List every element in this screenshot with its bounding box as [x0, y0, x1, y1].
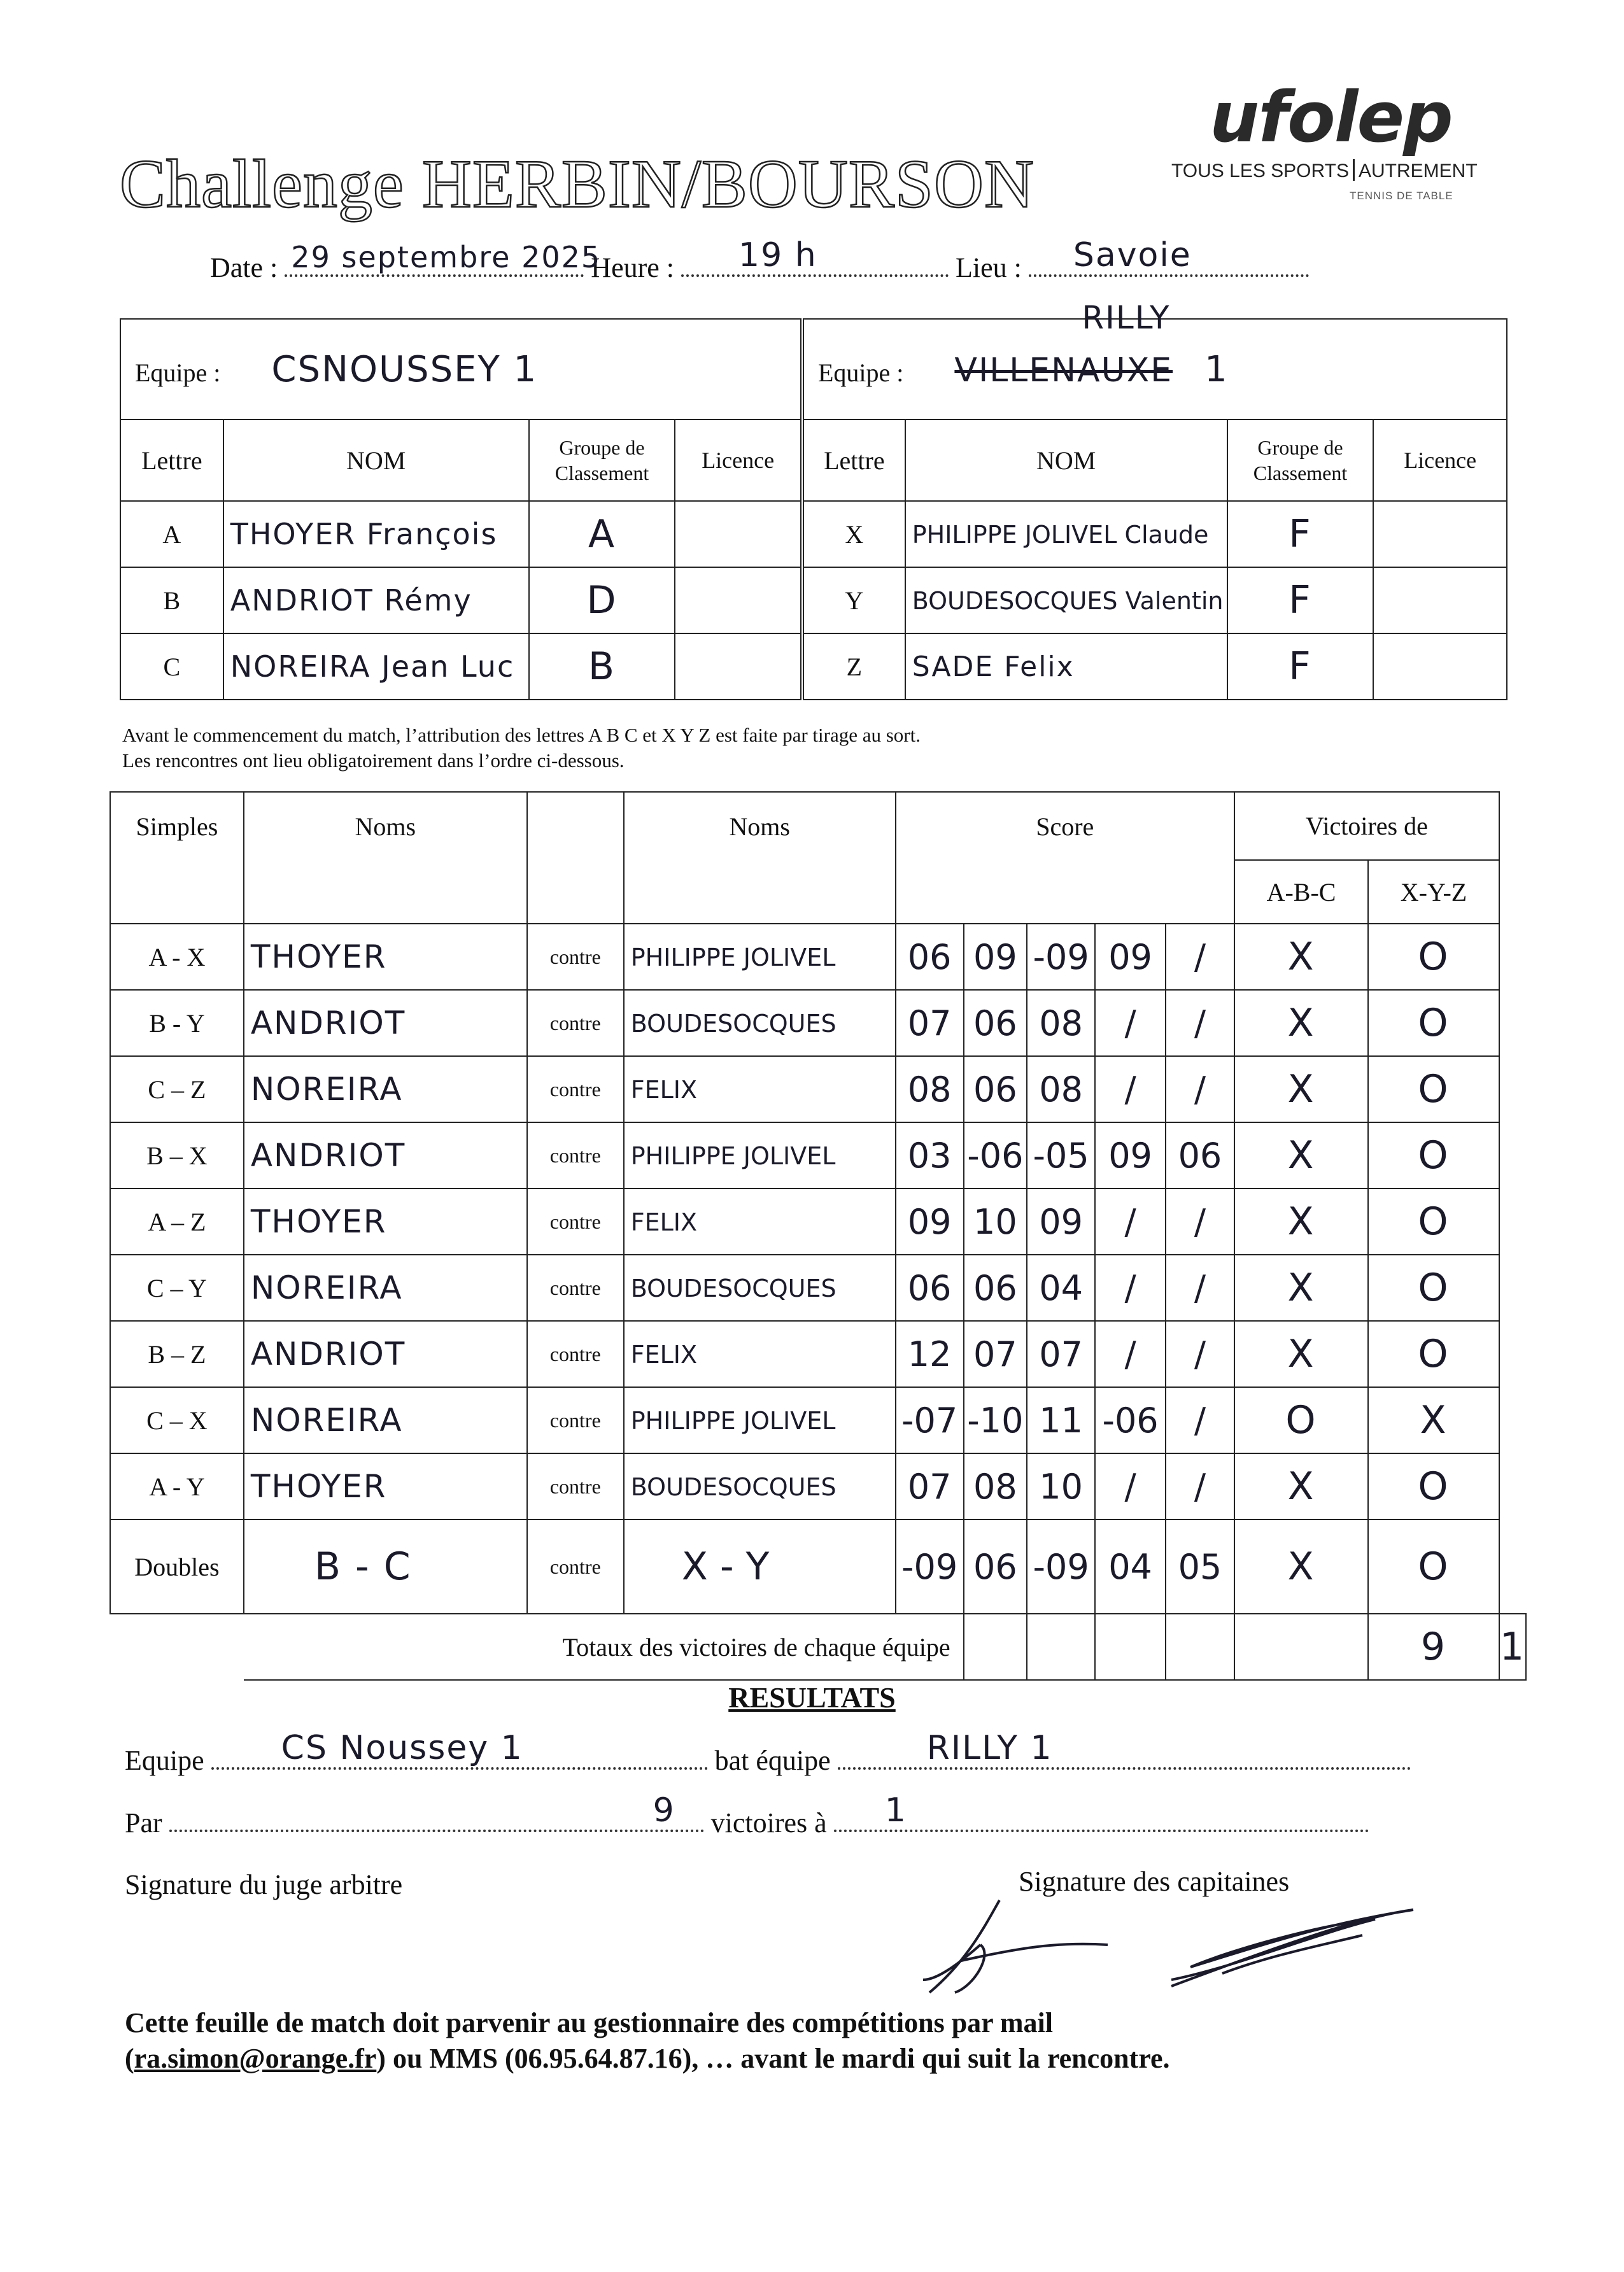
contre-label: contre	[527, 924, 624, 990]
away-player-letter: X	[802, 501, 905, 567]
set-score[interactable]: 08	[964, 1453, 1027, 1520]
totals-row	[110, 1614, 1526, 1680]
victory-abc[interactable]: X	[1234, 1255, 1368, 1321]
away-player-letter: Y	[802, 567, 905, 633]
set-score[interactable]: -05	[1027, 1122, 1095, 1189]
date-field[interactable]	[285, 240, 602, 277]
col-simples: Simples	[110, 792, 244, 924]
match-code: B - Y	[110, 990, 244, 1056]
victory-abc[interactable]: X	[1234, 1453, 1368, 1520]
totals-empty	[1234, 1614, 1368, 1680]
away-team-name[interactable]	[954, 299, 1229, 390]
loser-value: RILLY 1	[926, 1729, 1053, 1767]
par-label: Par	[125, 1807, 162, 1838]
contre-label: contre	[527, 1453, 624, 1520]
note-line-2: Les rencontres ont lieu obligatoirement dans l’ordre ci-dessous.	[122, 749, 625, 772]
total-abc[interactable]: 9	[1368, 1614, 1499, 1680]
home-player-group[interactable]: A	[529, 501, 675, 567]
match-row	[110, 1255, 1526, 1321]
away-col-licence: Licence	[1373, 420, 1507, 501]
losses-field[interactable]	[834, 1791, 1369, 1832]
victory-xyz[interactable]: X	[1368, 1387, 1499, 1453]
away-team-name-new: RILLY	[1082, 299, 1171, 336]
home-col-lettre: Lettre	[120, 420, 223, 501]
resultats-title: RESULTATS	[728, 1681, 896, 1714]
home-col-nom: NOM	[223, 420, 529, 501]
set-score[interactable]: 09	[1095, 1122, 1166, 1189]
match-row	[110, 990, 1526, 1056]
away-player-licence[interactable]	[1373, 633, 1507, 700]
bat-label: bat équipe	[714, 1745, 831, 1776]
contre-label: contre	[527, 1189, 624, 1255]
matches-table	[109, 791, 1527, 1681]
match-home-player[interactable]: THOYER	[244, 1189, 527, 1255]
set-score[interactable]: 08	[896, 1056, 964, 1122]
col-noms-away: Noms	[624, 792, 896, 924]
match-home-player[interactable]: ANDRIOT	[244, 1321, 527, 1387]
totals-empty	[1095, 1614, 1166, 1680]
col-xyz: X-Y-Z	[1368, 860, 1499, 924]
victory-abc[interactable]: X	[1234, 1189, 1368, 1255]
footer-instructions: Cette feuille de match doit parvenir au gestionnaire des compétitions par mail (ra.simon@orange.fr) ou MMS (06.95.64.87.16), … avant le mardi qui suit la rencontre.	[125, 2007, 1170, 2074]
totals-empty	[1166, 1614, 1234, 1680]
set-score[interactable]: 06	[964, 990, 1027, 1056]
contre-label: contre	[527, 990, 624, 1056]
set-score[interactable]: -09	[1027, 1520, 1095, 1614]
set-score[interactable]: -06	[964, 1122, 1027, 1189]
home-player-group[interactable]: D	[529, 567, 675, 633]
set-score[interactable]: 08	[1027, 1056, 1095, 1122]
set-score[interactable]: 08	[1027, 990, 1095, 1056]
winner-value: CS Noussey 1	[281, 1729, 523, 1767]
match-home-player[interactable]: NOREIRA	[244, 1056, 527, 1122]
home-player-name[interactable]: NOREIRA Jean Luc	[223, 633, 529, 700]
match-code: C – X	[110, 1387, 244, 1453]
total-xyz[interactable]: 1	[1499, 1614, 1526, 1680]
contre-label: contre	[527, 1520, 624, 1614]
heure-field[interactable]	[681, 236, 949, 277]
match-home-player[interactable]: THOYER	[244, 1453, 527, 1520]
teams-table	[120, 299, 1507, 700]
away-col-lettre: Lettre	[802, 420, 905, 501]
totals-empty	[964, 1614, 1027, 1680]
contact-email-link[interactable]: ra.simon@orange.fr	[134, 2043, 377, 2074]
lieu-value: Savoie	[1073, 236, 1192, 274]
heure-label: Heure :	[591, 252, 675, 283]
set-score[interactable]: /	[1166, 990, 1234, 1056]
home-player-letter: C	[120, 633, 223, 700]
match-code: C – Y	[110, 1255, 244, 1321]
ufolep-logo	[1171, 76, 1502, 210]
home-player-name[interactable]: THOYER François	[223, 501, 529, 567]
set-score[interactable]: 06	[896, 924, 964, 990]
victory-abc[interactable]: X	[1234, 924, 1368, 990]
victory-xyz[interactable]: O	[1368, 1056, 1499, 1122]
losses-value: 1	[884, 1791, 907, 1830]
match-away-player[interactable]: FELIX	[624, 1189, 896, 1255]
match-code: A – Z	[110, 1189, 244, 1255]
home-player-licence[interactable]	[675, 501, 802, 567]
match-home-player[interactable]: ANDRIOT	[244, 990, 527, 1056]
player-row	[120, 633, 1507, 700]
date-value: 29 septembre 2025	[291, 240, 602, 274]
set-score[interactable]: /	[1166, 1056, 1234, 1122]
set-score[interactable]: 10	[964, 1189, 1027, 1255]
victoires-label: victoires à	[710, 1807, 827, 1838]
victory-xyz[interactable]: O	[1368, 1122, 1499, 1189]
match-code: A - Y	[110, 1453, 244, 1520]
set-score[interactable]: -09	[1027, 924, 1095, 990]
home-team-name[interactable]: CSNOUSSEY 1	[271, 348, 538, 390]
col-noms-home: Noms	[244, 792, 527, 924]
col-abc: A-B-C	[1234, 860, 1368, 924]
draw-notes	[122, 723, 921, 773]
away-player-letter: Z	[802, 633, 905, 700]
set-score[interactable]: 07	[1027, 1321, 1095, 1387]
match-away-player[interactable]: PHILIPPE JOLIVEL	[624, 924, 896, 990]
winner-field[interactable]	[211, 1729, 708, 1770]
victory-abc[interactable]: X	[1234, 1321, 1368, 1387]
victory-xyz[interactable]: O	[1368, 1321, 1499, 1387]
col-victoires: Victoires de	[1234, 792, 1499, 860]
result-line-1	[125, 1729, 1411, 1777]
set-score[interactable]: -07	[896, 1387, 964, 1453]
set-score[interactable]: /	[1095, 990, 1166, 1056]
set-score[interactable]: /	[1095, 1056, 1166, 1122]
match-row	[110, 924, 1526, 990]
loser-field[interactable]	[838, 1729, 1411, 1770]
home-player-name[interactable]: ANDRIOT Rémy	[223, 567, 529, 633]
away-player-group[interactable]: F	[1227, 501, 1374, 567]
player-row	[120, 501, 1507, 567]
home-col-licence: Licence	[675, 420, 802, 501]
set-score[interactable]: 12	[896, 1321, 964, 1387]
home-player-letter: A	[120, 501, 223, 567]
set-score[interactable]: -09	[896, 1520, 964, 1614]
match-away-player[interactable]: BOUDESOCQUES	[624, 1453, 896, 1520]
home-player-letter: B	[120, 567, 223, 633]
document-title: Challenge HERBIN/BOURSON	[120, 146, 1034, 222]
match-row	[110, 1056, 1526, 1122]
set-score[interactable]: 06	[964, 1056, 1027, 1122]
set-score[interactable]: 07	[896, 1453, 964, 1520]
set-score[interactable]: /	[1166, 1453, 1234, 1520]
away-player-licence[interactable]	[1373, 501, 1507, 567]
victory-abc[interactable]: X	[1234, 1122, 1368, 1189]
set-score[interactable]: 03	[896, 1122, 964, 1189]
set-score[interactable]: /	[1095, 1189, 1166, 1255]
victory-abc[interactable]: X	[1234, 1520, 1368, 1614]
set-score[interactable]: -06	[1095, 1387, 1166, 1453]
set-score[interactable]: 09	[896, 1189, 964, 1255]
home-player-licence[interactable]	[675, 567, 802, 633]
set-score[interactable]: 05	[1166, 1520, 1234, 1614]
set-score[interactable]: /	[1166, 1255, 1234, 1321]
set-score[interactable]: 09	[964, 924, 1027, 990]
victory-abc[interactable]: O	[1234, 1387, 1368, 1453]
away-equipe-label: Equipe :	[817, 358, 904, 387]
set-score[interactable]: /	[1095, 1453, 1166, 1520]
captains-signature-label: Signature des capitaines	[1019, 1866, 1290, 1897]
away-player-licence[interactable]	[1373, 567, 1507, 633]
victory-abc[interactable]: X	[1234, 1056, 1368, 1122]
away-player-group[interactable]: F	[1227, 567, 1374, 633]
away-team-number: 1	[1204, 348, 1229, 390]
away-col-nom: NOM	[905, 420, 1227, 501]
set-score[interactable]: -10	[964, 1387, 1027, 1453]
set-score[interactable]: 04	[1027, 1255, 1095, 1321]
match-home-player[interactable]: THOYER	[244, 924, 527, 990]
set-score[interactable]: 09	[1027, 1189, 1095, 1255]
victory-xyz[interactable]: O	[1368, 990, 1499, 1056]
away-player-group[interactable]: F	[1227, 633, 1374, 700]
contre-label: contre	[527, 1387, 624, 1453]
home-team-cell	[120, 319, 802, 420]
match-away-player[interactable]: FELIX	[624, 1321, 896, 1387]
contre-label: contre	[527, 1321, 624, 1387]
lieu-field[interactable]	[1029, 236, 1309, 277]
lieu-label: Lieu :	[956, 252, 1022, 283]
set-score[interactable]: 04	[1095, 1520, 1166, 1614]
victory-abc[interactable]: X	[1234, 990, 1368, 1056]
victory-xyz[interactable]: O	[1368, 1189, 1499, 1255]
victory-xyz[interactable]: O	[1368, 1255, 1499, 1321]
set-score[interactable]: /	[1095, 1321, 1166, 1387]
away-team-name-struck: VILLENAUXE	[954, 351, 1173, 390]
equipe-label: Equipe	[125, 1745, 204, 1776]
set-score[interactable]: 10	[1027, 1453, 1095, 1520]
match-row	[110, 1387, 1526, 1453]
match-row	[110, 1189, 1526, 1255]
logo-tagline: TOUS LES SPORTS AUTREMENT	[1171, 160, 1478, 181]
totals-empty	[1027, 1614, 1095, 1680]
home-player-licence[interactable]	[675, 633, 802, 700]
home-player-group[interactable]: B	[529, 633, 675, 700]
away-player-name[interactable]: PHILIPPE JOLIVEL Claude	[905, 501, 1227, 567]
totals-label: Totaux des victoires de chaque équipe	[244, 1614, 964, 1680]
match-away-player[interactable]: PHILIPPE JOLIVEL	[624, 1387, 896, 1453]
wins-field[interactable]	[169, 1791, 704, 1832]
set-score[interactable]: 06	[896, 1255, 964, 1321]
contre-label: contre	[527, 1255, 624, 1321]
totals-blank	[110, 1614, 244, 1680]
home-col-groupe: Groupe de Classement	[529, 420, 675, 501]
set-score[interactable]: 06	[964, 1255, 1027, 1321]
col-contre-spacer	[527, 792, 624, 924]
set-score[interactable]: 09	[1095, 924, 1166, 990]
set-score[interactable]: 06	[964, 1520, 1027, 1614]
match-code: Doubles	[110, 1520, 244, 1614]
match-home-player[interactable]: NOREIRA	[244, 1387, 527, 1453]
wins-value: 9	[653, 1791, 675, 1830]
victory-xyz[interactable]: O	[1368, 1520, 1499, 1614]
player-row	[120, 567, 1507, 633]
match-home-player[interactable]: B - C	[244, 1520, 527, 1614]
note-line-1: Avant le commencement du match, l’attribution des lettres A B C et X Y Z est faite par tirage au sort.	[122, 724, 921, 746]
logo-brand: ufolep	[1210, 76, 1452, 158]
match-away-player[interactable]: BOUDESOCQUES	[624, 990, 896, 1056]
captains-signatures[interactable]	[917, 1884, 1426, 2005]
date-label: Date :	[210, 252, 278, 283]
set-score[interactable]: 07	[896, 990, 964, 1056]
logo-subtitle: TENNIS DE TABLE	[1350, 190, 1453, 202]
match-home-player[interactable]: ANDRIOT	[244, 1122, 527, 1189]
set-score[interactable]: /	[1166, 924, 1234, 990]
set-score[interactable]: 07	[964, 1321, 1027, 1387]
match-code: B – X	[110, 1122, 244, 1189]
contre-label: contre	[527, 1056, 624, 1122]
set-score[interactable]: 11	[1027, 1387, 1095, 1453]
match-away-player[interactable]: FELIX	[624, 1056, 896, 1122]
match-away-player[interactable]: PHILIPPE JOLIVEL	[624, 1122, 896, 1189]
victory-xyz[interactable]: O	[1368, 1453, 1499, 1520]
match-away-player[interactable]: BOUDESOCQUES	[624, 1255, 896, 1321]
away-player-name[interactable]: SADE Felix	[905, 633, 1227, 700]
set-score[interactable]: /	[1166, 1189, 1234, 1255]
match-code: C – Z	[110, 1056, 244, 1122]
home-equipe-label: Equipe :	[135, 358, 221, 387]
doubles-row	[110, 1520, 1526, 1614]
referee-signature-label: Signature du juge arbitre	[125, 1869, 403, 1900]
set-score[interactable]: /	[1095, 1255, 1166, 1321]
col-score: Score	[896, 792, 1234, 924]
match-away-player[interactable]: X - Y	[624, 1520, 896, 1614]
away-col-groupe: Groupe de Classement	[1227, 420, 1374, 501]
match-row	[110, 1321, 1526, 1387]
match-code: B – Z	[110, 1321, 244, 1387]
heure-value: 19 h	[738, 236, 817, 274]
contre-label: contre	[527, 1122, 624, 1189]
match-row	[110, 1122, 1526, 1189]
set-score[interactable]: /	[1166, 1321, 1234, 1387]
away-player-name[interactable]: BOUDESOCQUES Valentin	[905, 567, 1227, 633]
match-code: A - X	[110, 924, 244, 990]
result-line-2	[125, 1791, 1369, 1839]
match-row	[110, 1453, 1526, 1520]
away-team-cell	[802, 299, 1507, 420]
match-home-player[interactable]: NOREIRA	[244, 1255, 527, 1321]
set-score[interactable]: 06	[1166, 1122, 1234, 1189]
victory-xyz[interactable]: O	[1368, 924, 1499, 990]
date-line	[210, 236, 1309, 284]
set-score[interactable]: /	[1166, 1387, 1234, 1453]
